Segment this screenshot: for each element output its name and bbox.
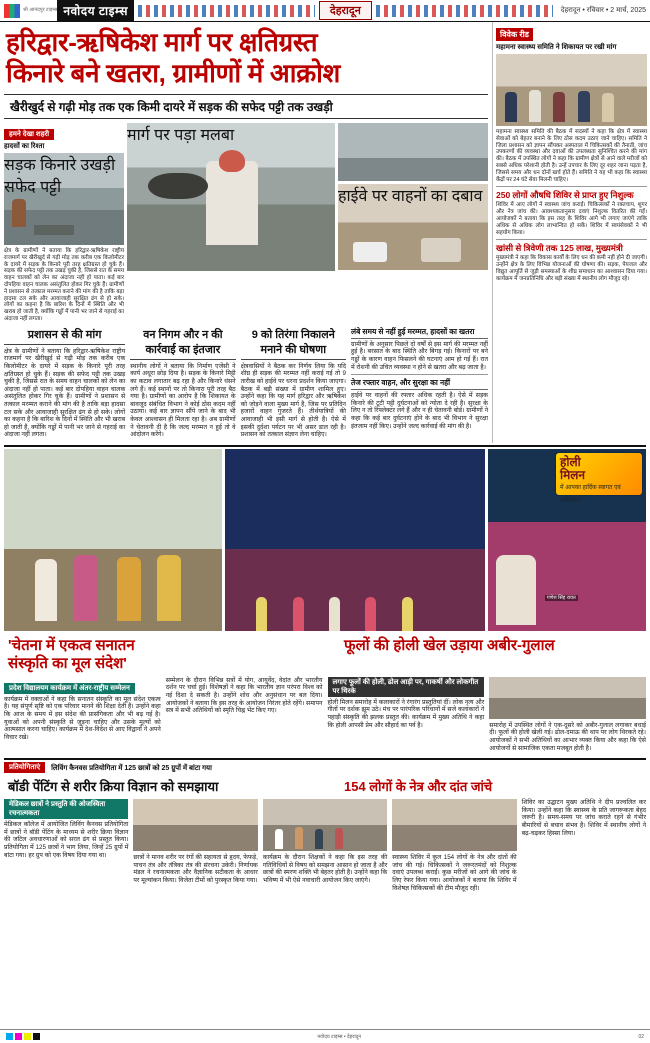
banner-line-2: मिलन [560,467,586,482]
bottom-text-5: शिविर का उद्घाटन मुख्य अतिथि ने दीप प्रज्वलित कर किया। उन्होंने कहा कि स्वास्थ्य के प्रति जागरूकता बेहद जरूरी है। समय-समय पर जांच कराते रहने से गंभीर बीमारियों से बचाव संभव है। शिविर में स्थानीय लोगों ने बढ़-चढ़कर हिस्सा लिया। [521,799,647,837]
students-group-photo [263,799,387,851]
banner-sub: में आपका हार्दिक स्वागत एवं अभिनंदन [560,484,621,504]
bottom-text-1: मेडिकल कॉलेज में आयोजित लिविंग कैनवस प्रतियोगिता में छात्रों ने बॉडी पेंटिंग के माध्यम से शरीर क्रिया विज्ञान की जटिल अवधारणाओं को सरल ढंग से प्रस्तुत किया। प्रतियोगिता में 125 छात्रों ने भाग लिया, जिन्हें 25 ग्रुपों में बांटा गया। हर ग्रुप को एक विषय दिया गया था। [4,821,129,859]
bottom-text-4: स्वास्थ्य शिविर में कुल 154 लोगों के नेत्र और दांतों की जांच की गई। चिकित्सकों ने जरूरतमंदों को निशुल्क दवाएं उपलब्ध कराईं। कुछ मरीजों को आगे की जांच के लिए रेफर किया गया। आयोजकों ने बताया कि शिविर में विशेषज्ञ चिकित्सकों की टीम मौजूद रही। [392,854,517,892]
bottom-text-3: कार्यक्रम के दौरान शिक्षकों ने कहा कि इस तरह की गतिविधियों से विषय को समझना आसान हो जाता है और छात्रों की स्मरण शक्ति भी बेहतर होती है। उन्होंने कहा कि भविष्य में भी ऐसे नवाचारी आयोजन किए जाएंगे। [262,854,388,885]
byline: हादसों का रिश्ता [4,143,45,150]
inline-head-1: लंबे समय से नहीं हुई मरम्मत, हादसों का खतरा [351,327,488,339]
culture-kicker-right: लगाए फूलों की होली, ढोल आड़ी पर, गाकर्षी और लोकगीत पर थिरके [328,677,485,697]
column-title-1: प्रशासन से की मांग [4,327,125,345]
footer-left: नवोदय टाइम्स • देहरादून [317,1033,362,1040]
headline-line-1: हरिद्वार-ऋषिकेश मार्ग पर क्षतिग्रस्त [6,27,318,57]
inline-text-2: हाईवे पर वाहनों की रफ्तार अधिक रहती है। ऐसे में सड़क किनारे की टूटी पट्टी दुर्घटनाओं को न्योता दे रही है। सुरक्षा के लिए न तो रिफ्लेक्टर लगे हैं और न ही चेतावनी बोर्ड। ग्रामीणों ने कहा कि कई बार दुर्घटनाएं होने के बाद भी विभाग ने सुरक्षा इंतजाम नहीं किए। उन्होंने जल्द कार्रवाई की मांग की है। [350,392,488,430]
bottom-head-left: बॉडी पेंटिंग से शरीर क्रिया विज्ञान को समझाया [8,779,219,795]
rail-item-text-2: मुख्यमंत्री ने कहा कि विकास कार्यों के लिए धन की कमी नहीं होने दी जाएगी। उन्होंने क्षेत्र के लिए विभिन्न योजनाओं की घोषणा की। सड़क, पेयजल और विद्युत आपूर्ति से जुड़ी समस्याओं के शीघ्र समाधान का आश्वासन दिया गया। कार्यक्रम में जनप्रतिनिधि और बड़ी संख्या में स्थानीय लोग मौजूद रहे। [496,255,647,282]
holi-milan-stage-photo [488,449,646,631]
rail-subhead: महामना स्वास्थ्य समिति ने शिकायत पर रखी मांग [496,44,617,51]
rubble-heap-photo [127,123,335,271]
lead-text-columns [0,323,492,443]
masthead [0,0,650,22]
stage-name-tag: गणेश सिंह रावत [546,594,576,601]
column-text-3: क्षेत्रवासियों ने बैठक कर निर्णय लिया कि यदि शीघ्र ही सड़क की मरम्मत नहीं कराई गई तो 9 तारीख को हाईवे पर धरना प्रदर्शन किया जाएगा। बैठक में बड़ी संख्या में ग्रामीण शामिल हुए। उन्होंने कहा कि यह मार्ग हरिद्वार और ऋषिकेश को जोड़ने वाला मुख्य मार्ग है, जिस पर प्रतिदिन हजारों वाहन गुजरते हैं। तीर्थयात्रियों की आवाजाही भी इसी मार्ग से होती है। ऐसे में इसकी दुर्दशा पर्यटन पर भी असर डाल रही है। प्रशासन को तत्काल संज्ञान लेना चाहिए। [240,362,346,439]
column-text-2: स्थानीय लोगों ने बताया कि निर्माण एजेंसी ने कार्य अधूरा छोड़ दिया है। सड़क के किनारे मिट्टी का कटाव लगातार बढ़ रहा है और किनारे धंसने लगे हैं। कई स्थानों पर तो किनारा पूरी तरह बैठ गया है। ग्रामीणों का आरोप है कि शिकायत के बावजूद संबंधित विभाग ने कोई ठोस कदम नहीं उठाया। कई बार ज्ञापन सौंपे जाने के बाद भी केवल आश्वासन ही मिलता रहा है। अब ग्रामीणों ने चेतावनी दी है कि जल्द मरम्मत न हुई तो वे आंदोलन करेंगे। [130,362,236,439]
culture-kicker-left: प्रदेश विद्यालयम कार्यक्रम में अंतर-राष्ट्रीय सम्मेलन [4,683,135,694]
competition-subline: लिविंग कैनवस प्रतियोगिता में 125 छात्रों को 25 ग्रुपों में बांटा गया [51,765,212,773]
headline-line-2: किनारे बने खतरा, ग्रामीणों में आक्रोश [6,58,340,88]
culture-head-right: फूलों की होली खेल उड़ाया अबीर-गुलाल [344,636,555,654]
culture-photo-row [0,449,650,631]
folk-dance-stage-photo [225,449,485,631]
column-text-1: क्षेत्र के ग्रामीणों ने बताया कि हरिद्वार-ऋषिकेश राष्ट्रीय राजमार्ग पर खैरीखुर्द से गढ़ी मोड़ तक करीब एक किलोमीटर के दायरे में सड़क के किनारे पूरी तरह क्षतिग्रस्त हो चुके हैं। सड़क की सफेद पट्टी तक उखड़ चुकी है, जिससे रात के समय वाहन चालकों को लेन का अंदाजा नहीं हो पाता। कई बार दोपहिया वाहन चालक असंतुलित होकर गिर चुके हैं। ग्रामीणों ने प्रशासन से तत्काल मरम्मत कराने की मांग की है ताकि बड़ा हादसा टल सके और आवाजाही सुरक्षित ढंग से हो सके। लोगों का कहना है कि बारिश के दिनों में स्थिति और भी खराब हो जाती है, क्योंकि गड्ढों में पानी भर जाने से गहराई का अंदाजा नहीं लगता। [4,347,126,439]
rail-item-text-1: शिविर में आए लोगों ने स्वास्थ्य जांच कराई। चिकित्सकों ने रक्तचाप, शुगर और नेत्र जांच की। आवश्यकतानुसार दवाएं निशुल्क वितरित की गईं। आयोजकों ने बताया कि इस तरह के शिविर आगे भी लगाए जाएंगे ताकि अधिक से अधिक लोग लाभान्वित हो सकें। शिविर में स्वयंसेवकों ने भी सहयोग किया। [496,202,647,236]
holi-milan-banner [556,453,642,504]
byline-kicker: हमने देखा शहरी [4,129,54,140]
bottom-section [0,762,650,896]
page-footer [0,1029,650,1043]
rail-item-head-1: 250 लोगों औषधि शिविर से प्राप्त हुए निशुल्क [496,190,634,201]
dancer-figures [225,547,485,631]
rail-item-head-2: खांसी से त्रिवेणी तक 125 लाख, मुख्यमंत्री [496,243,623,254]
tricolor-flag-icon [4,4,20,18]
page-title [0,22,492,91]
banner-line-1: होली [560,454,581,469]
village-road-photo [4,153,124,245]
rail-text: महामना स्वास्थ्य समिति की बैठक में सदस्यों ने कहा कि क्षेत्र में स्वास्थ्य सेवाओं को बेहतर बनाने के लिए ठोस कदम उठाए जाने चाहिए। समिति ने जिला प्रशासन को ज्ञापन सौंपकर अस्पताल में चिकित्सकों की तैनाती, जांच उपकरणों की व्यवस्था और दवाओं की उपलब्धता सुनिश्चित करने की मांग की। बैठक में उपस्थित लोगों ने कहा कि ग्रामीण क्षेत्रों से आने वाले मरीजों को सबसे अधिक परेशानी होती है। उन्हें उपचार के लिए दूर शहर जाना पड़ता है, जिससे समय और धन दोनों खर्च होते हैं। समिति ने यह भी कहा कि स्वास्थ्य केंद्रों पर 24 घंटे सेवा मिलनी चाहिए। [496,129,647,183]
masthead-date: देहरादून • रविवार • 2 मार्च, 2025 [560,7,647,14]
newspaper-logo: नवोदय टाइम्स [57,0,134,21]
culture-text-2: सम्मेलन के दौरान विभिन्न सत्रों में योग, आयुर्वेद, वेदांत और भारतीय दर्शन पर चर्चा हुई। विशेषज्ञों ने कहा कि भारतीय ज्ञान परंपरा विश्व को नई दिशा दे सकती है। उन्होंने शोध और अनुसंधान पर बल दिया। आयोजकों ने बताया कि इस तरह के आयोजन निरंतर होते रहेंगे। समापन सत्र में सभी अतिथियों को स्मृति चिह्न भेंट किए गए। [165,676,323,715]
body-painting-photo [133,799,257,851]
bottom-head-right: 154 लोगों के नेत्र और दांत जांचे [344,779,493,795]
bottom-kicker-left: मेडिकल छात्रों ने प्रस्तुति की ओजस्विता रचनात्मकता [4,799,128,819]
culture-text-3: होली मिलन समारोह में कलाकारों ने रंगारंग प्रस्तुतियां दीं। लोक नृत्य और गीतों पर दर्शक झूम उठे। मंच पर पारंपरिक परिधानों में सजे कलाकारों ने पहाड़ी संस्कृति की झलक प्रस्तुत की। कार्यक्रम में मुख्य अतिथि ने कहा कि होली आपसी प्रेम और सौहार्द का पर्व है। [327,698,485,729]
column-title-3: 9 को तिरंगा निकालने मनाने की घोषणा [241,327,346,360]
bottom-text-2: छात्रों ने मानव शरीर पर रंगों की सहायता से हृदय, फेफड़े, पाचन तंत्र और तंत्रिका तंत्र की संरचना उकेरी। निर्णायक मंडल ने रचनात्मकता और वैज्ञानिक सटीकता के आधार पर मूल्यांकन किया। विजेता टीमों को पुरस्कृत किया गया। [133,854,258,885]
culture-head-left [4,635,334,675]
footer-page-number: 02 [638,1033,644,1040]
photo-caption: मार्ग पर पड़ा मलबा [127,127,235,144]
lead-photo-row [0,123,492,323]
decorative-strip [138,5,315,17]
culture-section [0,449,650,756]
lead-subhead: खैरीखुर्द से गढ़ी मोड़ तक एक किमी दायरे में सड़क की सफेद पट्टी तक उखड़ी [4,94,488,119]
competition-kicker: प्रतियोगिताएं [4,762,45,773]
right-rail [492,22,650,443]
inline-text-1: ग्रामीणों के अनुसार पिछले दो वर्षों से इस मार्ग की मरम्मत नहीं हुई है। बरसात के बाद स्थिति और बिगड़ गई। किनारों पर बने गड्ढों के कारण वाहन फिसलने की घटनाएं आम हो गई हैं। रात में रोशनी की उचित व्यवस्था न होने से खतरा और बढ़ जाता है। [350,340,488,371]
decorative-strip-2 [376,5,553,17]
page-body [0,22,650,443]
masthead-micro-date: श्री आनंदपुर टाइम्स [23,7,58,13]
culture-text-1: कार्यक्रम में वक्ताओं ने कहा कि सनातन संस्कृति का मूल संदेश एकत्व है। यह संपूर्ण सृष्टि को एक परिवार मानने की शिक्षा देती है। उन्होंने कहा कि आज के समय में इस संदेश की प्रासंगिकता और भी बढ़ गई है। युवाओं को अपनी संस्कृति से जुड़ना चाहिए और उसके मूल्यों को आत्मसात करना चाहिए। कार्यक्रम में देश-विदेश से आए विद्वानों ने अपने विचार रखे। [4,695,161,741]
lead-intro-text: क्षेत्र के ग्रामीणों ने बताया कि हरिद्वार-ऋषिकेश राष्ट्रीय राजमार्ग पर खैरीखुर्द से गढ़ी मोड़ तक करीब एक किलोमीटर के दायरे में सड़क के किनारे पूरी तरह क्षतिग्रस्त हो चुके हैं। सड़क की सफेद पट्टी तक उखड़ चुकी है, जिससे रात के समय वाहन चालकों को लेन का अंदाजा नहीं हो पाता। कई बार दोपहिया वाहन चालक असंतुलित होकर गिर चुके हैं। ग्रामीणों ने प्रशासन से तत्काल मरम्मत कराने की मांग की है ताकि बड़ा हादसा टल सके और आवाजाही सुरक्षित ढंग से हो सके। लोगों का कहना है कि बारिश के दिनों में स्थिति और भी खराब हो जाती है, क्योंकि गड्ढों में पानी भर जाने से गहराई का अंदाजा नहीं लगता। [4,248,124,322]
culture-head-left-line2: संस्कृति का मूल संदेश' [8,654,127,672]
edition-badge: देहरादून [319,1,372,20]
culture-text-4: समारोह में उपस्थित लोगों ने एक-दूसरे को अबीर-गुलाल लगाकर बधाई दी। फूलों की होली खेली गई। ढोल-दमाऊ की थाप पर लोग थिरकते रहे। आयोजकों ने सभी अतिथियों का आभार व्यक्त किया और कहा कि ऐसे आयोजनों से सामाजिक एकता मजबूत होती है। [489,721,646,752]
photo-caption: सड़क किनारे उखड़ी सफेद पट्टी [4,157,116,196]
photo-caption: हाईवे पर वाहनों का दबाव [338,188,483,205]
health-camp-photo [392,799,516,851]
cultural-event-photo [4,449,222,631]
main-content [0,22,492,443]
highway-sign-photo [338,123,488,181]
holi-celebration-photo [489,677,646,719]
inline-head-2: तेज रफ्तार वाहन, और सुरक्षा का नहीं [351,378,488,390]
column-title-2: वन निगम और न की कार्रवाई का इंतजार [130,327,235,360]
cmyk-registration-marks [6,1033,40,1040]
committee-meeting-photo [496,54,647,126]
culture-head-left-line1: 'चेतना में एकत्व सनातन [8,636,135,654]
rail-badge: विवेक रीड [496,28,533,41]
highway-traffic-photo [338,184,488,270]
